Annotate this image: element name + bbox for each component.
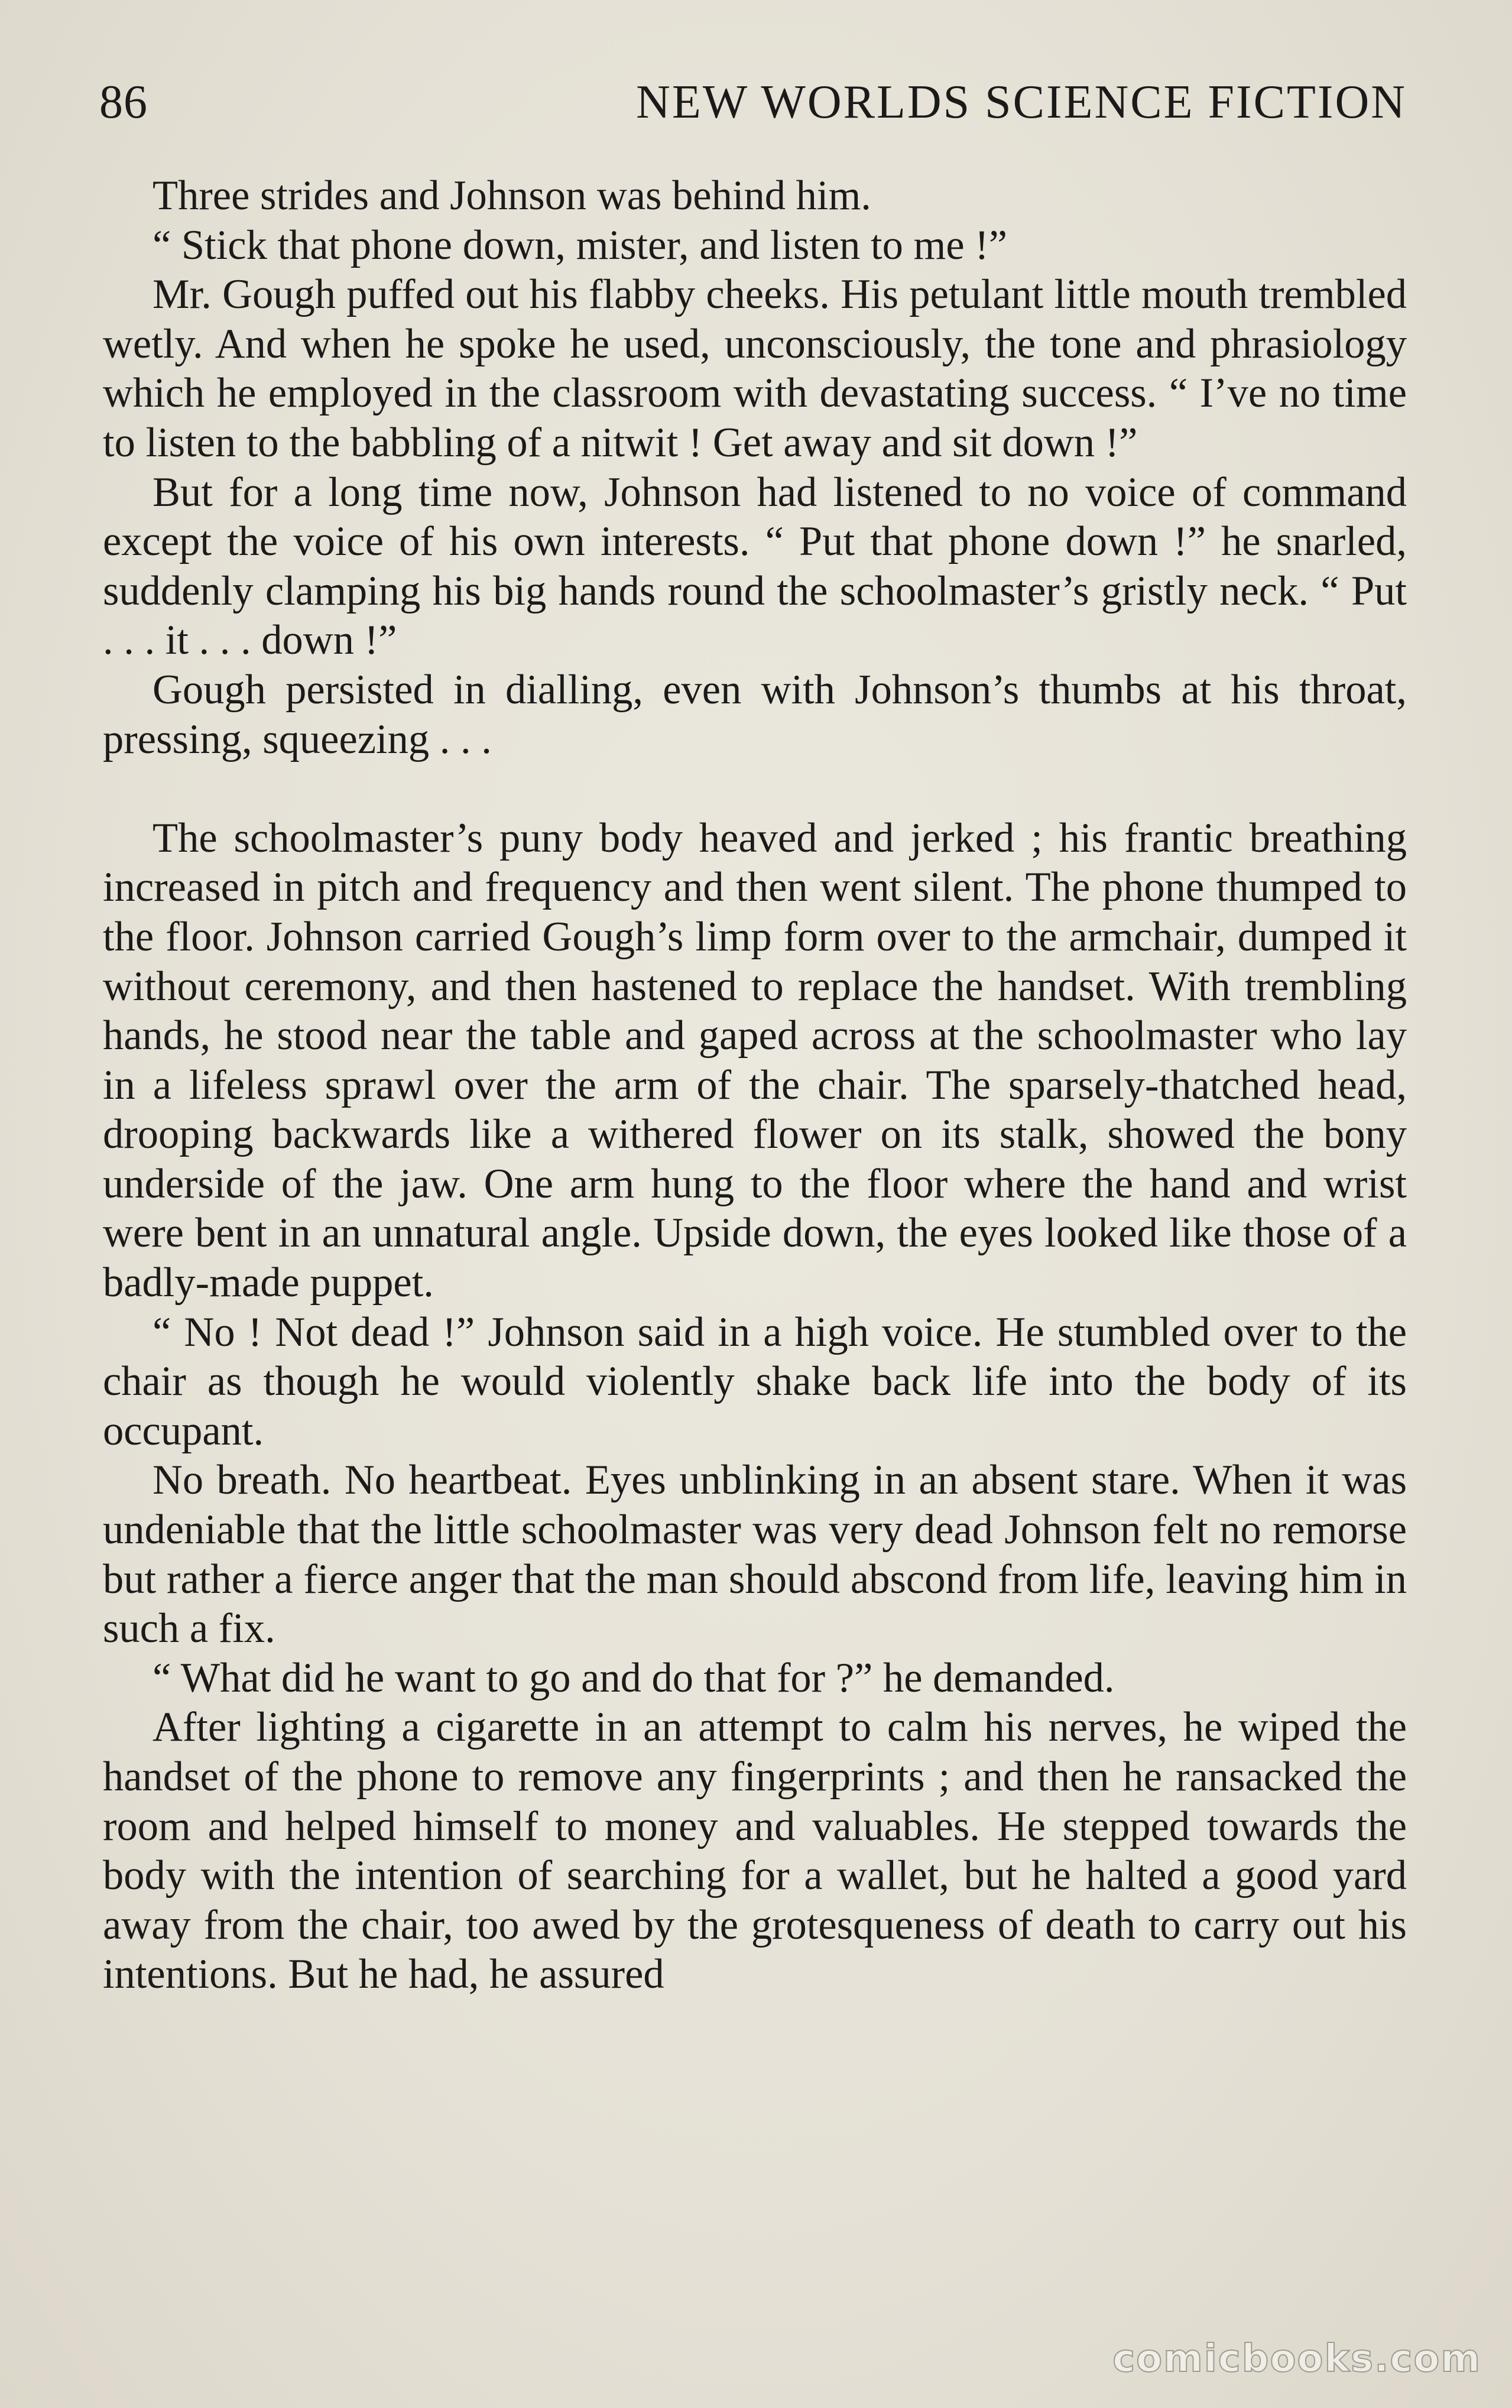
running-head: [99, 70, 1407, 135]
paragraph-section-start: The schoolmaster’s puny body heaved and jerked ; his frantic breathing increased in pitch and frequency and then went silent. The phone thumped to the floor. Johnson carried Gough’s limp form over to the armchair, dumped it without ceremony, and then hastened to replace the handset. With trembling hands, he stood near the table and gaped across at the schoolmaster who lay in a lifeless sprawl over the arm of the chair. The sparsely-thatched head, drooping backwards like a withered flower on its stalk, showed the bony underside of the jaw. One arm hung to the floor where the hand and wrist were bent in an unnatural angle. Upside down, the eyes looked like those of a badly-made puppet.: [103, 814, 1407, 1306]
paragraph: But for a long time now, Johnson had listened to no voice of command except the voice of his own interests. “ Put that phone down !” he snarled, suddenly clamping his big hands round the schoolmaster’s gristly neck. “ Put . . . it . . . down !”: [103, 469, 1407, 664]
body-text: [103, 171, 1407, 2000]
paragraph: “ Stick that phone down, mister, and listen to me !”: [153, 222, 1008, 268]
paragraph: Gough persisted in dialling, even with Johnson’s thumbs at his throat, pressing, squeezing . . .: [103, 666, 1407, 762]
paragraph: “ No ! Not dead !” Johnson said in a high voice. He stumbled over to the chair as though he would violently shake back life into the body of its occupant.: [103, 1309, 1407, 1454]
watermark: comicbooks.com: [1112, 2337, 1481, 2381]
paragraph: No breath. No heartbeat. Eyes unblinking in an absent stare. When it was undeniable that the little schoolmaster was very dead Johnson felt no remorse but rather a fierce anger that the man should abscond from life, leaving him in such a fix.: [103, 1457, 1407, 1652]
paragraph: After lighting a cigarette in an attempt to calm his nerves, he wiped the handset of the phone to remove any fingerprints ; and then he ransacked the room and helped himself to money and valuables. He stepped towards the body with the intention of searching for a wallet, but he halted a good yard away from the chair, too awed by the grotesqueness of death to carry out his intentions. But he had, he assured: [103, 1704, 1407, 1998]
journal-title: NEW WORLDS SCIENCE FICTION: [636, 76, 1407, 128]
paragraph: Mr. Gough puffed out his flabby cheeks. His petulant little mouth trembled wetly. And when he spoke he used, unconsciously, the tone and phrasiology which he employed in the classroom with devastating success. “ I’ve no time to listen to the babbling of a nitwit ! Get away and sit down !”: [103, 271, 1407, 466]
paragraph: Three strides and Johnson was behind him.: [153, 173, 871, 219]
paragraph: “ What did he want to go and do that for ?” he demanded.: [153, 1654, 1115, 1701]
page-number: 86: [99, 76, 148, 128]
